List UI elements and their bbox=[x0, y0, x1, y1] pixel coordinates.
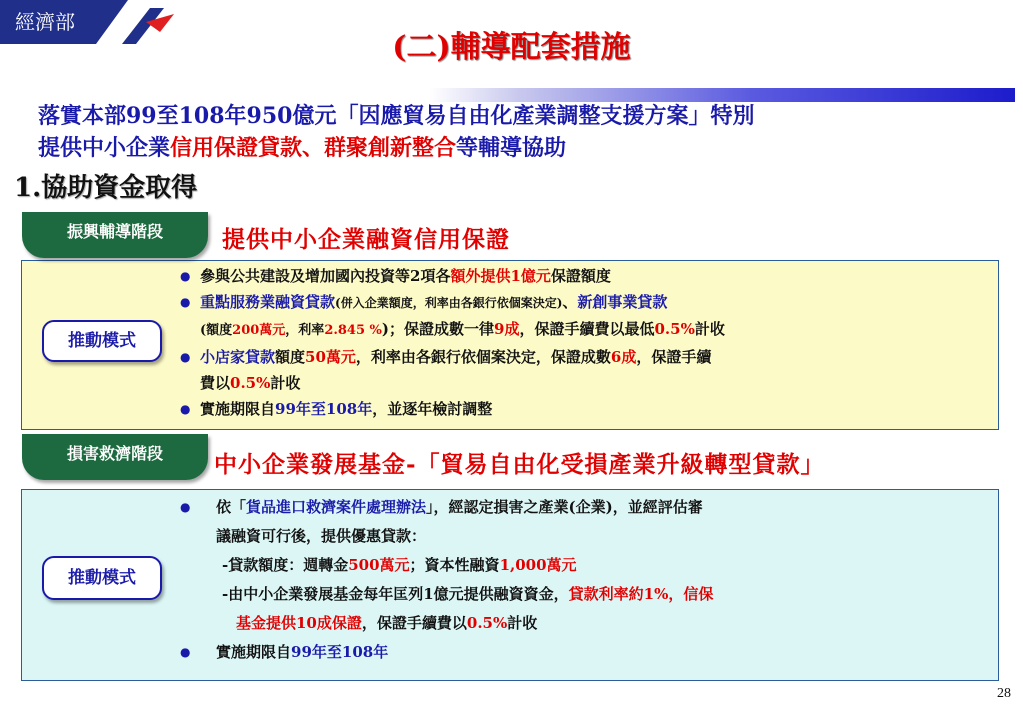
list-item-continued: (額度200萬元，利率2.845 %)；保證成數一律9成，保證手續費以最低0.5%計收 bbox=[200, 320, 725, 338]
list-item-continued: 費以0.5%計收 bbox=[200, 374, 301, 392]
bullet-icon: ● bbox=[180, 269, 191, 283]
bullet-icon: ● bbox=[180, 295, 191, 309]
list-item-continued: 議融資可行後，提供優惠貸款： bbox=[216, 527, 427, 545]
list-subitem-continued: 基金提供10成保證，保證手續費以0.5%計收 bbox=[236, 614, 538, 632]
stage2-title: 中小企業發展基金-「貿易自由化受損產業升級轉型貸款」 bbox=[214, 451, 825, 478]
list-subitem: -由中小企業發展基金每年匡列1億元提供融資資金，貸款利率約1%，信保 bbox=[222, 585, 714, 603]
list-item: ● 實施期限自99年至108年 bbox=[178, 638, 993, 667]
intro-line-2: 提供中小企業信用保證貸款、群聚創新整合等輔導協助 bbox=[38, 135, 567, 161]
list-subitem: -貸款額度：週轉金500萬元；資本性融資1,000萬元 bbox=[222, 556, 577, 574]
page-number: 28 bbox=[997, 686, 1011, 701]
page-title: (二)輔導配套措施 bbox=[392, 30, 631, 65]
bullet-icon: ● bbox=[180, 350, 191, 364]
bullet-icon: ● bbox=[180, 500, 191, 514]
stage2-mode-label: 推動模式 bbox=[42, 556, 162, 600]
section-heading: 1.協助資金取得 bbox=[14, 173, 198, 203]
stage1-title: 提供中小企業融資信用保證 bbox=[222, 226, 510, 253]
list-item: ● 參與公共建設及增加國內投資等2項各額外提供1億元保證額度 bbox=[178, 263, 993, 289]
stage1-list bbox=[178, 263, 993, 422]
intro-highlight: 信用保證貸款、群聚創新整合 bbox=[170, 135, 457, 161]
stage1-mode-label: 推動模式 bbox=[42, 320, 162, 362]
list-item: ● 重點服務業融資貸款(併入企業額度，利率由各銀行依個案決定)、新創事業貸款 bbox=[178, 289, 993, 316]
intro-text bbox=[38, 100, 998, 164]
list-item: ● 實施期限自99年至108年，並逐年檢討調整 bbox=[178, 396, 993, 422]
stage2-list bbox=[178, 493, 993, 667]
intro-line-1: 落實本部99至108年950億元「因應貿易自由化產業調整支援方案」特別 bbox=[38, 103, 755, 129]
bullet-icon: ● bbox=[180, 402, 191, 416]
org-name: 經濟部 bbox=[0, 0, 90, 44]
list-item: ● 依「貨品進口救濟案件處理辦法」，經認定損害之產業(企業)，並經評估審 bbox=[178, 493, 993, 522]
list-item: ● 小店家貸款額度50萬元，利率由各銀行依個案決定，保證成數6成，保證手續 bbox=[178, 344, 993, 370]
stage2-label: 損害救濟階段 bbox=[22, 434, 208, 480]
bullet-icon: ● bbox=[180, 645, 191, 659]
stage1-label: 振興輔導階段 bbox=[22, 212, 208, 258]
